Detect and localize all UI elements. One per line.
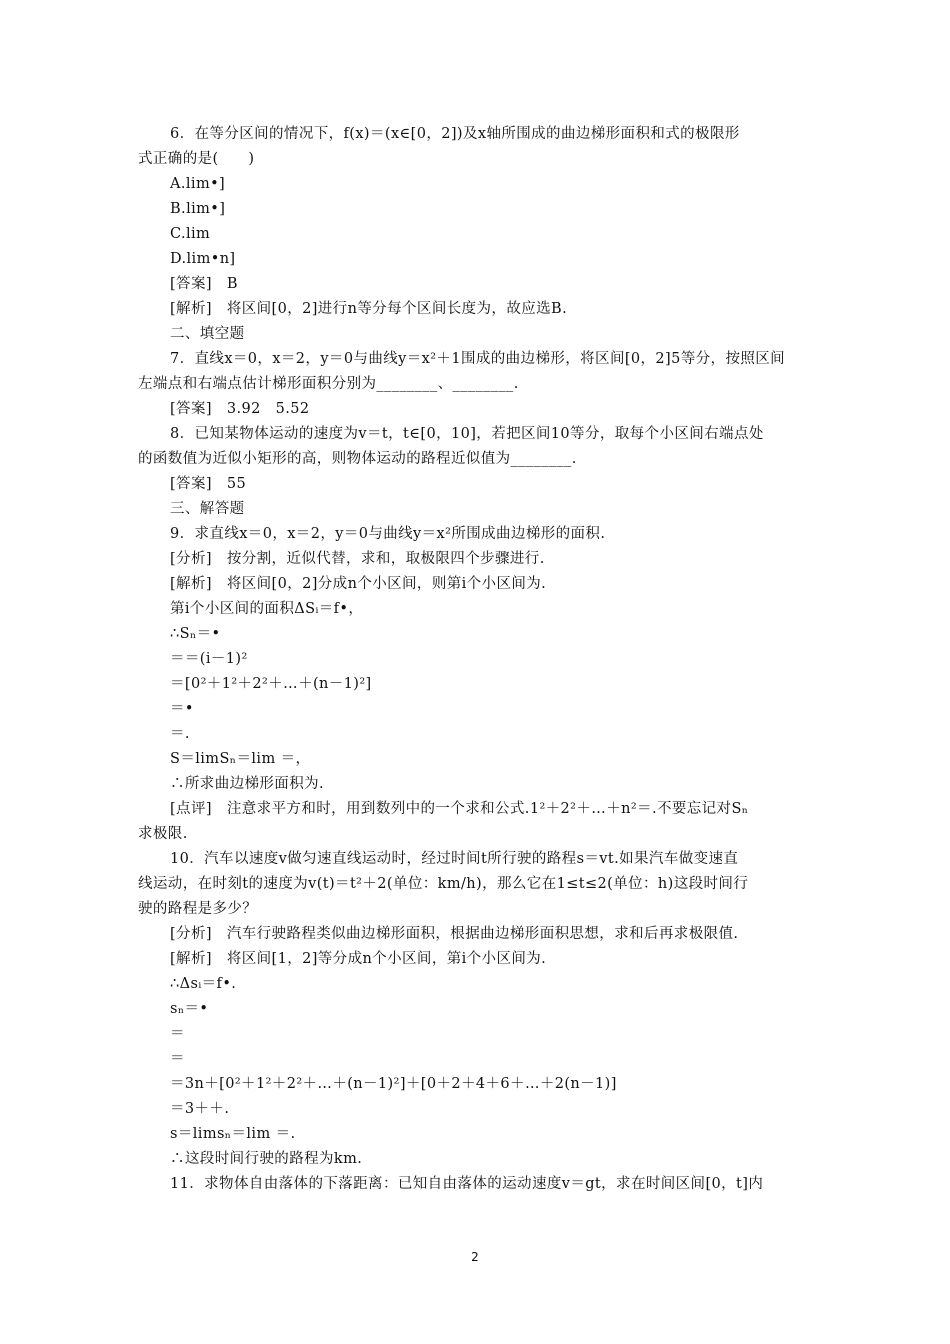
page-number: 2 [471, 1250, 479, 1264]
text-line: 10．汽车以速度v做匀速直线运动时，经过时间t所行驶的路程s＝vt.如果汽车做变速直 [170, 851, 739, 867]
text-line: ＝[0²＋1²＋2²＋…＋(n－1)²] [170, 676, 372, 692]
text-line: ∴这段时间行驶的路程为km. [170, 1151, 363, 1167]
text-line: S＝limSₙ＝lim ＝， [170, 751, 311, 767]
text-line: ＝ [170, 1026, 185, 1042]
text-line: C.lim [170, 226, 211, 242]
text-line: 8．已知某物体运动的速度为v＝t，t∈[0，10]，若把区间10等分，取每个小区间右端点处 [170, 426, 764, 442]
text-line: 求极限. [138, 826, 188, 842]
section-heading: 三、解答题 [170, 501, 245, 517]
text-line: 式正确的是( ) [138, 151, 255, 167]
text-line: ＝3＋＋. [170, 1101, 230, 1117]
text-line: [分析] 汽车行驶路程类似曲边梯形面积，根据曲边梯形面积思想，求和后再求极限值. [170, 926, 739, 942]
text-line: 的函数值为近似小矩形的高，则物体运动的路程近似值为________. [138, 451, 577, 467]
text-line: B.lim•] [170, 201, 226, 217]
text-line: 6．在等分区间的情况下，f(x)＝(x∈[0，2])及x轴所围成的曲边梯形面积和式的极限形 [170, 126, 740, 142]
text-line: sₙ＝• [170, 1001, 209, 1017]
text-line: 11．求物体自由落体的下落距离：已知自由落体的运动速度v＝gt，求在时间区间[0，t]内 [170, 1176, 764, 1192]
text-line: 驶的路程是多少？ [138, 901, 258, 917]
text-line: ∴Sₙ＝• [170, 626, 221, 642]
text-line: [解析] 将区间[0，2]进行n等分每个区间长度为，故应选B. [170, 301, 568, 317]
section-heading: 二、填空题 [170, 326, 245, 342]
text-line: s＝limsₙ＝lim ＝. [170, 1126, 296, 1142]
text-line: ＝• [170, 701, 194, 717]
text-line: A.lim•] [170, 176, 226, 192]
text-line: ＝ [170, 1051, 185, 1067]
text-line: [答案] B [170, 276, 238, 292]
text-line: D.lim•n] [170, 251, 236, 267]
text-line: ＝3n＋[0²＋1²＋2²＋…＋(n－1)²]＋[0＋2＋4＋6＋…＋2(n－1)] [170, 1076, 617, 1092]
text-line: 线运动，在时刻t的速度为v(t)＝t²＋2(单位：km/h)，那么它在1≤t≤2(单位：h)这段时间行 [138, 876, 749, 892]
text-line: [答案] 3.92 5.52 [170, 401, 310, 417]
text-line: [分析] 按分割，近似代替，求和，取极限四个步骤进行. [170, 551, 545, 567]
text-line: ∴所求曲边梯形面积为. [170, 776, 325, 792]
text-line: 9．求直线x＝0，x＝2，y＝0与曲线y＝x²所围成曲边梯形的面积. [170, 526, 606, 542]
text-line: ＝＝(i－1)² [170, 651, 248, 667]
text-line: [点评] 注意求平方和时，用到数列中的一个求和公式.1²＋2²＋…＋n²＝.不要忘记对Sₙ [170, 801, 749, 817]
text-line: [解析] 将区间[0，2]分成n个小区间，则第i个小区间为. [170, 576, 547, 592]
text-line: [解析] 将区间[1，2]等分成n个小区间，第i个小区间为. [170, 951, 547, 967]
text-line: ＝. [170, 726, 190, 742]
text-line: ∴Δsᵢ＝f•. [170, 976, 237, 992]
text-line: 第i个小区间的面积ΔSᵢ＝f•， [170, 601, 364, 617]
text-line: 7．直线x＝0，x＝2，y＝0与曲线y＝x²＋1围成的曲边梯形，将区间[0，2]5等分，按照区间 [170, 351, 786, 367]
text-line: 左端点和右端点估计梯形面积分别为________、________. [138, 376, 519, 392]
text-line: [答案] 55 [170, 476, 247, 492]
